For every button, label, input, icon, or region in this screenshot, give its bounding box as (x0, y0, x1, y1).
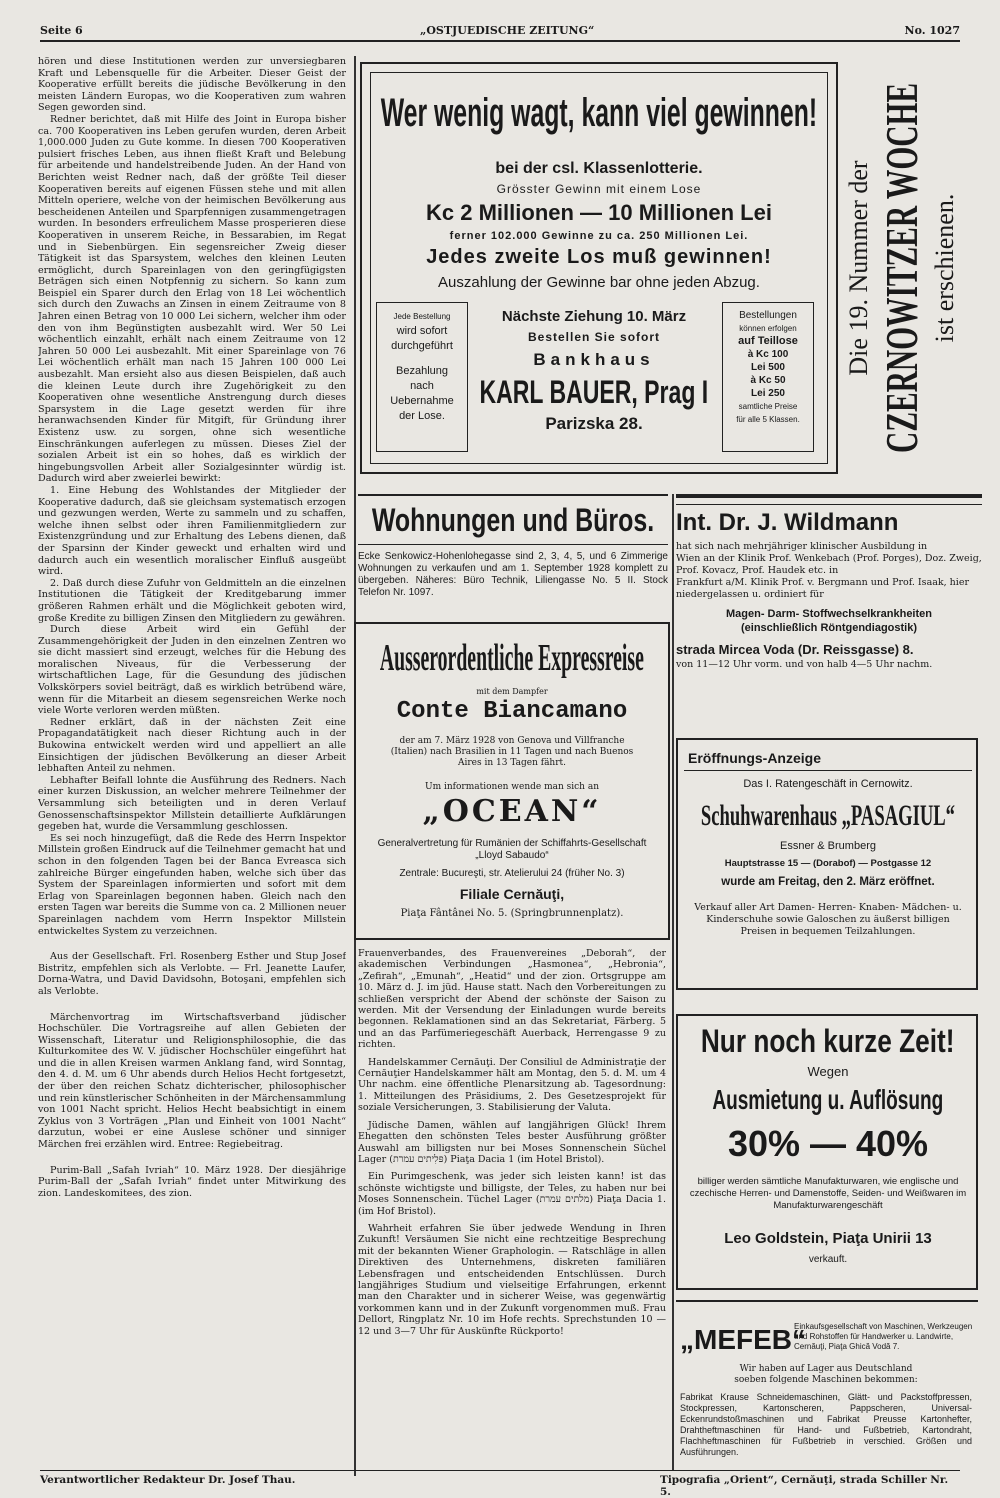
expressreise-central: Zentrale: Bucureşti, str. Atelierului 24 (früher No. 3) (399, 868, 625, 879)
expressreise-filiale: Filiale Cernăuţi, (459, 886, 565, 902)
article-paragraph: Redner berichtet, daß mit Hilfe des Joint in Europa bisher ca. 700 Kooperativen ins Leben gerufen wurden, deren Arbeit 1,000.000 Juden zu Gute komme. In diesen 700 Kooperativen pulsiert frisches Leben, aus ihnen fließt Kraft und Belebung für arbeitende und handelstreibende Juden. An der Hand von Berichten weist Redner nach, daß der größte Teil dieser Kooperativen bereits auf eigenen Füssen stehe und mit allen Mitteln operiere, welche von der heimischen Bevölkerung aus bescheidenen Anteilen und Sparpfennigen zusammengetragen wurden. In besonders erfreulichem Masse prosperieren diese Kooperativen in unserem Reiche, in Bessarabien, im Regat und in Siebenbürgen. Ein segensreicher Zweig dieser Tätigkeit ist das Sparsystem, welches den kleinen Leuten ermöglicht, durch Spareinlagen von den geringfügigsten Beträgen sich einen Notpfennig zu sichern. So kann zum Beispiel ein Sparer durch den Erlag von 18 Lei wöchentlich sich durch den Zuwachs an Zinsen in einem Zeitraume von 8 Jahren einen Betrag von 10 000 Lei sichern, welcher ihm oder den von ihm Begünstigten ausbezahlt wird. Wer 50 Lei wöchentlich einzahlt, erhält nach einem Zeitraume von 12 Jahren 50 000 Lei ausbezahlt. Mit einer Spareinlage von 76 Lei wöchentlich erhält man nach 15 Jahren 100 000 Lei ausbezahlt. Man ersieht also aus diesen Beispielen, daß auch die kleinen Leute durch ihre Zugehörigkeit zu den Kooperativen ohne wesentliche Anstrengung durch dieses Sparsystem in die Lage gesetzt werden für ihre heranwachsenden Kinder für Mitgift, für Gründung ihrer Existenz usw. zu sorgen, ohne sich wesentliche Einschränkungen auferlegen zu müssen. Dieses Ziel der sozialen Arbeit ist ein so hohes, daß es wirklich der hingebungsvollen Arbeit aller Sozialgesinnter würdig ist. Dadurch wird aber zweierlei bewirkt: (38, 113, 346, 485)
column-divider (672, 494, 674, 1470)
notice-paragraph: Ein Purimgeschenk, was jeder sich leisten kann! ist das schönste wichtigste und billigste, der Teles, zu haben nur bei Moses Sonnenschein. Tüchel Lager (מלתים עמרת) Piaţa Dacia 1. (im Hof Bristol). (358, 1171, 666, 1217)
expressreise-rep: Generalvertretung für Rumänien der Schiffahrts-Gesellschaft „Lloyd Sabaudo“ (377, 838, 647, 861)
pasagiul-header: Eröffnungs-Anzeige (688, 750, 821, 766)
lottery-headline: Wer wenig wagt, kann viel gewinnen! (380, 91, 818, 135)
ocean-logo: „OCEAN“ (422, 794, 602, 829)
footer-editor: Verantwortlicher Redakteur Dr. Josef Thau. (40, 1474, 296, 1486)
pasagiul-ad: Eröffnungs-Anzeige Das I. Ratengeschäft in Cernowitz. Schuhwarenhaus „PASAGIUL“ Essner & Brumberg Hauptstrasse 15 — (Dorabof) — Postgasse 12 wurde am Freitag, den 2. März eröffnet. Verkauf aller Art Damen- Herren- Knaben- Mädchen- u. Kinderschuhe sowie Galoschen zu äußerst billigen Preisen in bequemen Teilzahlungen. (676, 738, 978, 990)
lottery-bank-name: KARL BAUER, Prag I (479, 374, 709, 410)
notice-paragraph: Frauenverbandes, des Frauenvereines „Deborah“, der akademischen Verbindungen „Hasmonea“, „Hebronia“, „Zefirah“, „Emunah“, „Heatid“ und der zion. Ortsgruppe am 10. März d. J. im jüd. Hause statt. Nach den Vorbereitungen zu schließen verspricht der Abend der schönste der Saison zu werden. Mit der Versendung der Einladungen wurde bereits begonnen. Reklamationen sind an das Sekretariat, Färberg. 5 und an das Parfümeriegeschäft Auerback, Herrengasse 9 zu richten. (358, 948, 666, 1051)
society-notice: Aus der Gesellschaft. Frl. Rosenberg Esther und Stup Josef Bistritz, empfehlen sich als Verlobte. — Frl. Jeanette Laufer, Dorna-Watra, und David Davidsohn, Botoşani, empfehlen sich als Verlobte. (38, 951, 346, 997)
lottery-prize: Kc 2 Millionen — 10 Millionen Lei (426, 200, 772, 225)
wohnungen-ad (358, 494, 668, 614)
notice-paragraph: Jüdische Damen, wählen auf langjährigen Glück! Ihrem Ehegatten den schönsten Teles bester Ausführung größter Auswahl am billigsten nur bei Moses Sonnenschein Süchel Lager (פּלִיתים עמרת) Piaţa Dacia 1 (im Hotel Bristol). (358, 1119, 666, 1165)
notice-paragraph: Wahrheit erfahren Sie über jedwede Wendung in Ihren Zukunft! Versäumen Sie nicht eine rechtzeitige Besprechung mit der bekannten Wiener Graphologin. — Ratschläge in allen Direktiven des Unternehmens, diskreten familiären Lebensfragen und entscheidenden Entschlüssen. Durch langjähriges Studium und vielseitige Erfahrungen, erkennt man den Charakter und in sicherer Weise, was gegenwärtig vorkommen kann und in der Zukunft vorgenommen muß. Frau Dellort, Ringplatz Nr. 10 im Hofe rechts. Sprechstunden 10 — 12 und 3—7 Uhr für Auskünfte Rückporto! (358, 1222, 666, 1337)
article-paragraph: Lebhafter Beifall lohnte die Ausführung des Redners. Nach einer kurzen Diskussion, an welcher mehrere Teilnehmer der Versammlung sich beteiligten und in deren Verlauf Genossenschaftsinspektor Millstein detaillierte Aufklärungen gegeben hat, wurde die Versammlung geschlossen. (38, 774, 346, 833)
lottery-draw-date: Nächste Ziehung 10. März (501, 308, 687, 325)
article-paragraph: Durch diese Arbeit wird ein Gefühl der Zusammengehörigkeit der Juden in den einzelnen Zentren wo sie dicht massiert sind erzeugt, welches für die Hebung des moralischen Niveaus, für die Verbesserung der wirtschaftlichen Lage, für die Gesundung des jüdischen Volkskörpers soviel beiträgt, daß es wirklich betrübend wäre, wenn für die Mitarbeit an diesem segensreichen Werke noch viele Worte verloren werden müßten. (38, 624, 346, 717)
lottery-street: Parizska 28. (545, 414, 643, 433)
footer-printer: Tipografia „Orient“, Cernăuţi, strada Schiller Nr. 5. (660, 1474, 949, 1498)
goldstein-ad: Nur noch kurze Zeit! Wegen Ausmietung u. Auflösung 30% — 40% billiger werden sämtliche Manufakturwaren, wie englische und czechische Herren- und Damenstoffe, Seiden- und Weißwaren im Manufakturwarengeschäft Leo Goldstein, Piaţa Unirii 13 verkauft. (676, 1014, 978, 1290)
goldstein-percent: 30% — 40% (727, 1123, 929, 1164)
page-number: Seite 6 (40, 24, 83, 37)
article-paragraph: Redner erklärt, daß in der nächsten Zeit eine Propagandatätigkeit nach dieser Richtung auch in der Bukowina entwickelt werden wird und appelliert an alle Einsichtigen der jüdischen Bevölkerung an dieser Arbeit lebhaften Anteil zu nehmen. (38, 716, 346, 775)
lottery-part-box: Bestellungen können erfolgen auf Teillose à Kc 100 Lei 500 à Kc 50 Lei 250 samtliche Preise für alle 5 Klassen. (722, 302, 814, 452)
article-paragraph: 2. Daß durch diese Zufuhr von Geldmitteln an die einzelnen Institutionen die Tätigkeit der Kreditgebarung immer größeren Rahmen erhält und die Möglichkeit geboten wird, große Kredite zu billigen Zinsen den Mitgliedern zu gewähren. (38, 577, 346, 624)
mefeb-logo: „MEFEB“ (680, 1324, 806, 1355)
goldstein-title: Nur noch kurze Zeit! (701, 1023, 955, 1059)
newspaper-title: „OSTJUEDISCHE ZEITUNG“ (420, 24, 595, 37)
expressreise-address: Piaţa Fântânei No. 5. (Springbrunnenplatz). (400, 908, 624, 919)
wohnungen-title: Wohnungen und Büros. (371, 502, 655, 538)
lottery-line2: Grösster Gewinn mit einem Lose (496, 182, 702, 196)
expressreise-text: der am 7. März 1928 von Genova und Villfranche (Italien) nach Brasilien in 11 Tagen und nach Buenos Aires in 13 Tagen fährt. (390, 736, 634, 768)
expressreise-sub: mit dem Dampfer (476, 687, 548, 696)
purim-notice: Purim-Ball „Safah Ivriah“ 10. März 1928. Der diesjährige Purim-Ball der „Safah Ivriah“ findet unter Mitwirkung des zion. Landeskomitees, des zion. (38, 1164, 346, 1199)
expressreise-title: Ausserordentliche Expressreise (379, 637, 644, 679)
woche-ad (842, 62, 972, 474)
maerchen-notice: Märchenvortrag im Wirtschaftsverband jüdischer Hochschüler. Die Vortragsreihe auf allen Gebieten der Wissenschaft, Literatur und Religionsphilosophie, die das Kulturkomitee des W. V. jüdischer Hochschüler eingeführt hat und die in allen Kreisen warmen Anklang fand, wird Sonntag, den 4. d. M. um 6 Uhr abends durch Helios Hecht fortgesetzt, der über den reichen Schatz dichterischer, philosophischer und rein künstlerischer Schönheiten in der Märchensammlung von 1001 Nacht spricht. Helios Hecht beabsichtigt in einem Zyklus von 3 Vorträgen „Plan und Einheit von 1001 Nacht“ darzutun, wobei er eine Auslese schöner und sinniger Märchen frei erzählen wird. Entree: Regiebeitrag. (38, 1011, 346, 1151)
wohnungen-text: Ecke Senkowicz-Hohenlohegasse sind 2, 3, 4, 5, und 6 Zimmerige Wohnungen zu verkaufen und am 1. September 1928 komplett zu übergeben. Näheres: Büro Technik, Liliengasse No. 5 II. Stock Telefon Nr. 1097. (358, 551, 668, 598)
woche-line3: ist erschienen. (930, 193, 959, 343)
article-paragraph: Es sei noch hinzugefügt, daß die Rede des Herrn Inspektor Millstein großen Eindruck auf die Teilnehmer gemacht hat und schon in den folgenden Tagen bei der Banca Evreasca sich zahlreiche Bürger eingefunden haben, welche sich über das System der Spareinlagen informierten und sofort mit dem Erlag von Spareinlagen begonnen haben. Gleich nach den ersten Tagen war bereits die Summe von ca. 2 Millionen neuer Spareinlagen nachdem vom Herrn Inspektor Millstein entwickeltes System zu verzeichnen. (38, 832, 346, 937)
expressreise-info: Um informationen wende man sich an (425, 782, 599, 792)
lottery-order-now: Bestellen Sie sofort (527, 330, 661, 344)
lottery-ad (360, 62, 838, 474)
page-header (40, 22, 960, 42)
mefeb-ad: „MEFEB“ Einkaufsgesellschaft von Maschinen, Werkzeugen und Rohstoffen für Handwerker u. Landwirte, Cernăuţi, Piaţa Ghică Vodă 7. Wir haben auf Lager aus Deutschland soeben folgende Maschinen bekommen: Fabrikat Krause Schneidemaschinen, Glätt- und Packstoffpressen, Stockpressen, Kartonscheren, Pappscheren, Universal-Eckenrundstoßmaschinen und Fabrikat Preusse Kartonhefter, Drahtheftmaschinen für Hand- und Fußbetrieb, Kartondraht, Flachheftmaschinen für Fußbetrieb in verschied. Größen und Ausführungen. (676, 1300, 978, 1462)
article-paragraph: hören und diese Institutionen werden zur unversiegbaren Kraft und Lebensquelle für die Arbeiter. Dieser Geist der Kooperative erfüllt bereits die jüdische Bevölkerung in den meisten Ländern Europas, wo die Kooperativen zum wahren Segen geworden sind. (38, 56, 346, 114)
page-footer (40, 1470, 960, 1498)
notice-paragraph: Handelskammer Cernăuţi. Der Consiliul de Administraţie der Cernăuţier Handelskammer hält am Montag, den 5. d. M. um 4 Uhr nachm. eine öffentliche Plenarsitzung ab. Tagesordnung: 1. Mitteilungen des Präsidiums, 2. Des Gesetzesprojekt für soziale Versicherungen, 3. Stabilisierung der Valuta. (358, 1056, 666, 1114)
issue-number: No. 1027 (904, 24, 960, 37)
goldstein-sale: Ausmietung u. Auflösung (712, 1084, 944, 1115)
lottery-line4: Jedes zweite Los muß gewinnen! (426, 246, 772, 268)
woche-title: CZERNOWITZER WOCHE (876, 83, 927, 454)
woche-line1: Die 19. Nummer der (844, 160, 873, 376)
wildmann-ad: Int. Dr. J. Wildmann hat sich nach mehrjähriger klinischer Ausbildung in Wien an der Klinik Prof. Wenkebach (Prof. Porges), Doz. Zweig, Prof. Kovacz, Prof. Haudek etc. in Frankfurt a/M. Klinik Prof. v. Bergmann und Prof. Isaak, hier niedergelassen u. ordiniert für Magen- Darm- Stoffwechselkrankheiten (einschließlich Röntgendiagostik) strada Mircea Voda (Dr. Reissgasse) 8. von 11—12 Uhr vorm. und von halb 4—5 Uhr nachm. (676, 494, 982, 714)
article-paragraph: 1. Eine Hebung des Wohlstandes der Mitglieder der Kooperative dadurch, daß sie gleichsam systematisch erzogen und gezwungen werden, Werte zu sammeln und zu schaffen, welche ihnen selbst oder ihren Familienmitgliedern zur Existenzgründung und zur Erhaltung des Lebens dienen, daß der Sparsinn der Kinder geweckt und erhalten wird und dadurch auch ein wesentlich moralischer Einfluß ausgeübt wird. (38, 484, 346, 578)
goldstein-name: Leo Goldstein, Piaţa Unirii 13 (724, 1230, 932, 1247)
notices-column (358, 948, 666, 1453)
lottery-bank: Bankhaus (533, 350, 655, 369)
expressreise-ship: Conte Biancamano (396, 698, 628, 725)
wildmann-title: Int. Dr. J. Wildmann (676, 509, 899, 536)
lottery-line5: Auszahlung der Gewinne bar ohne jeden Abzug. (438, 274, 760, 291)
lottery-order-box: Jede Bestellung wird sofort durchgeführt Bezahlung nach Uebernahme der Lose. (376, 302, 468, 452)
expressreise-ad (354, 622, 670, 940)
left-column (38, 56, 346, 1456)
lottery-line1: bei der csl. Klassenlotterie. (495, 160, 703, 177)
lottery-line3: ferner 102.000 Gewinne zu ca. 250 Millionen Lei. (449, 230, 749, 242)
pasagiul-name: Schuhwarenhaus „PASAGIUL“ (700, 799, 956, 832)
